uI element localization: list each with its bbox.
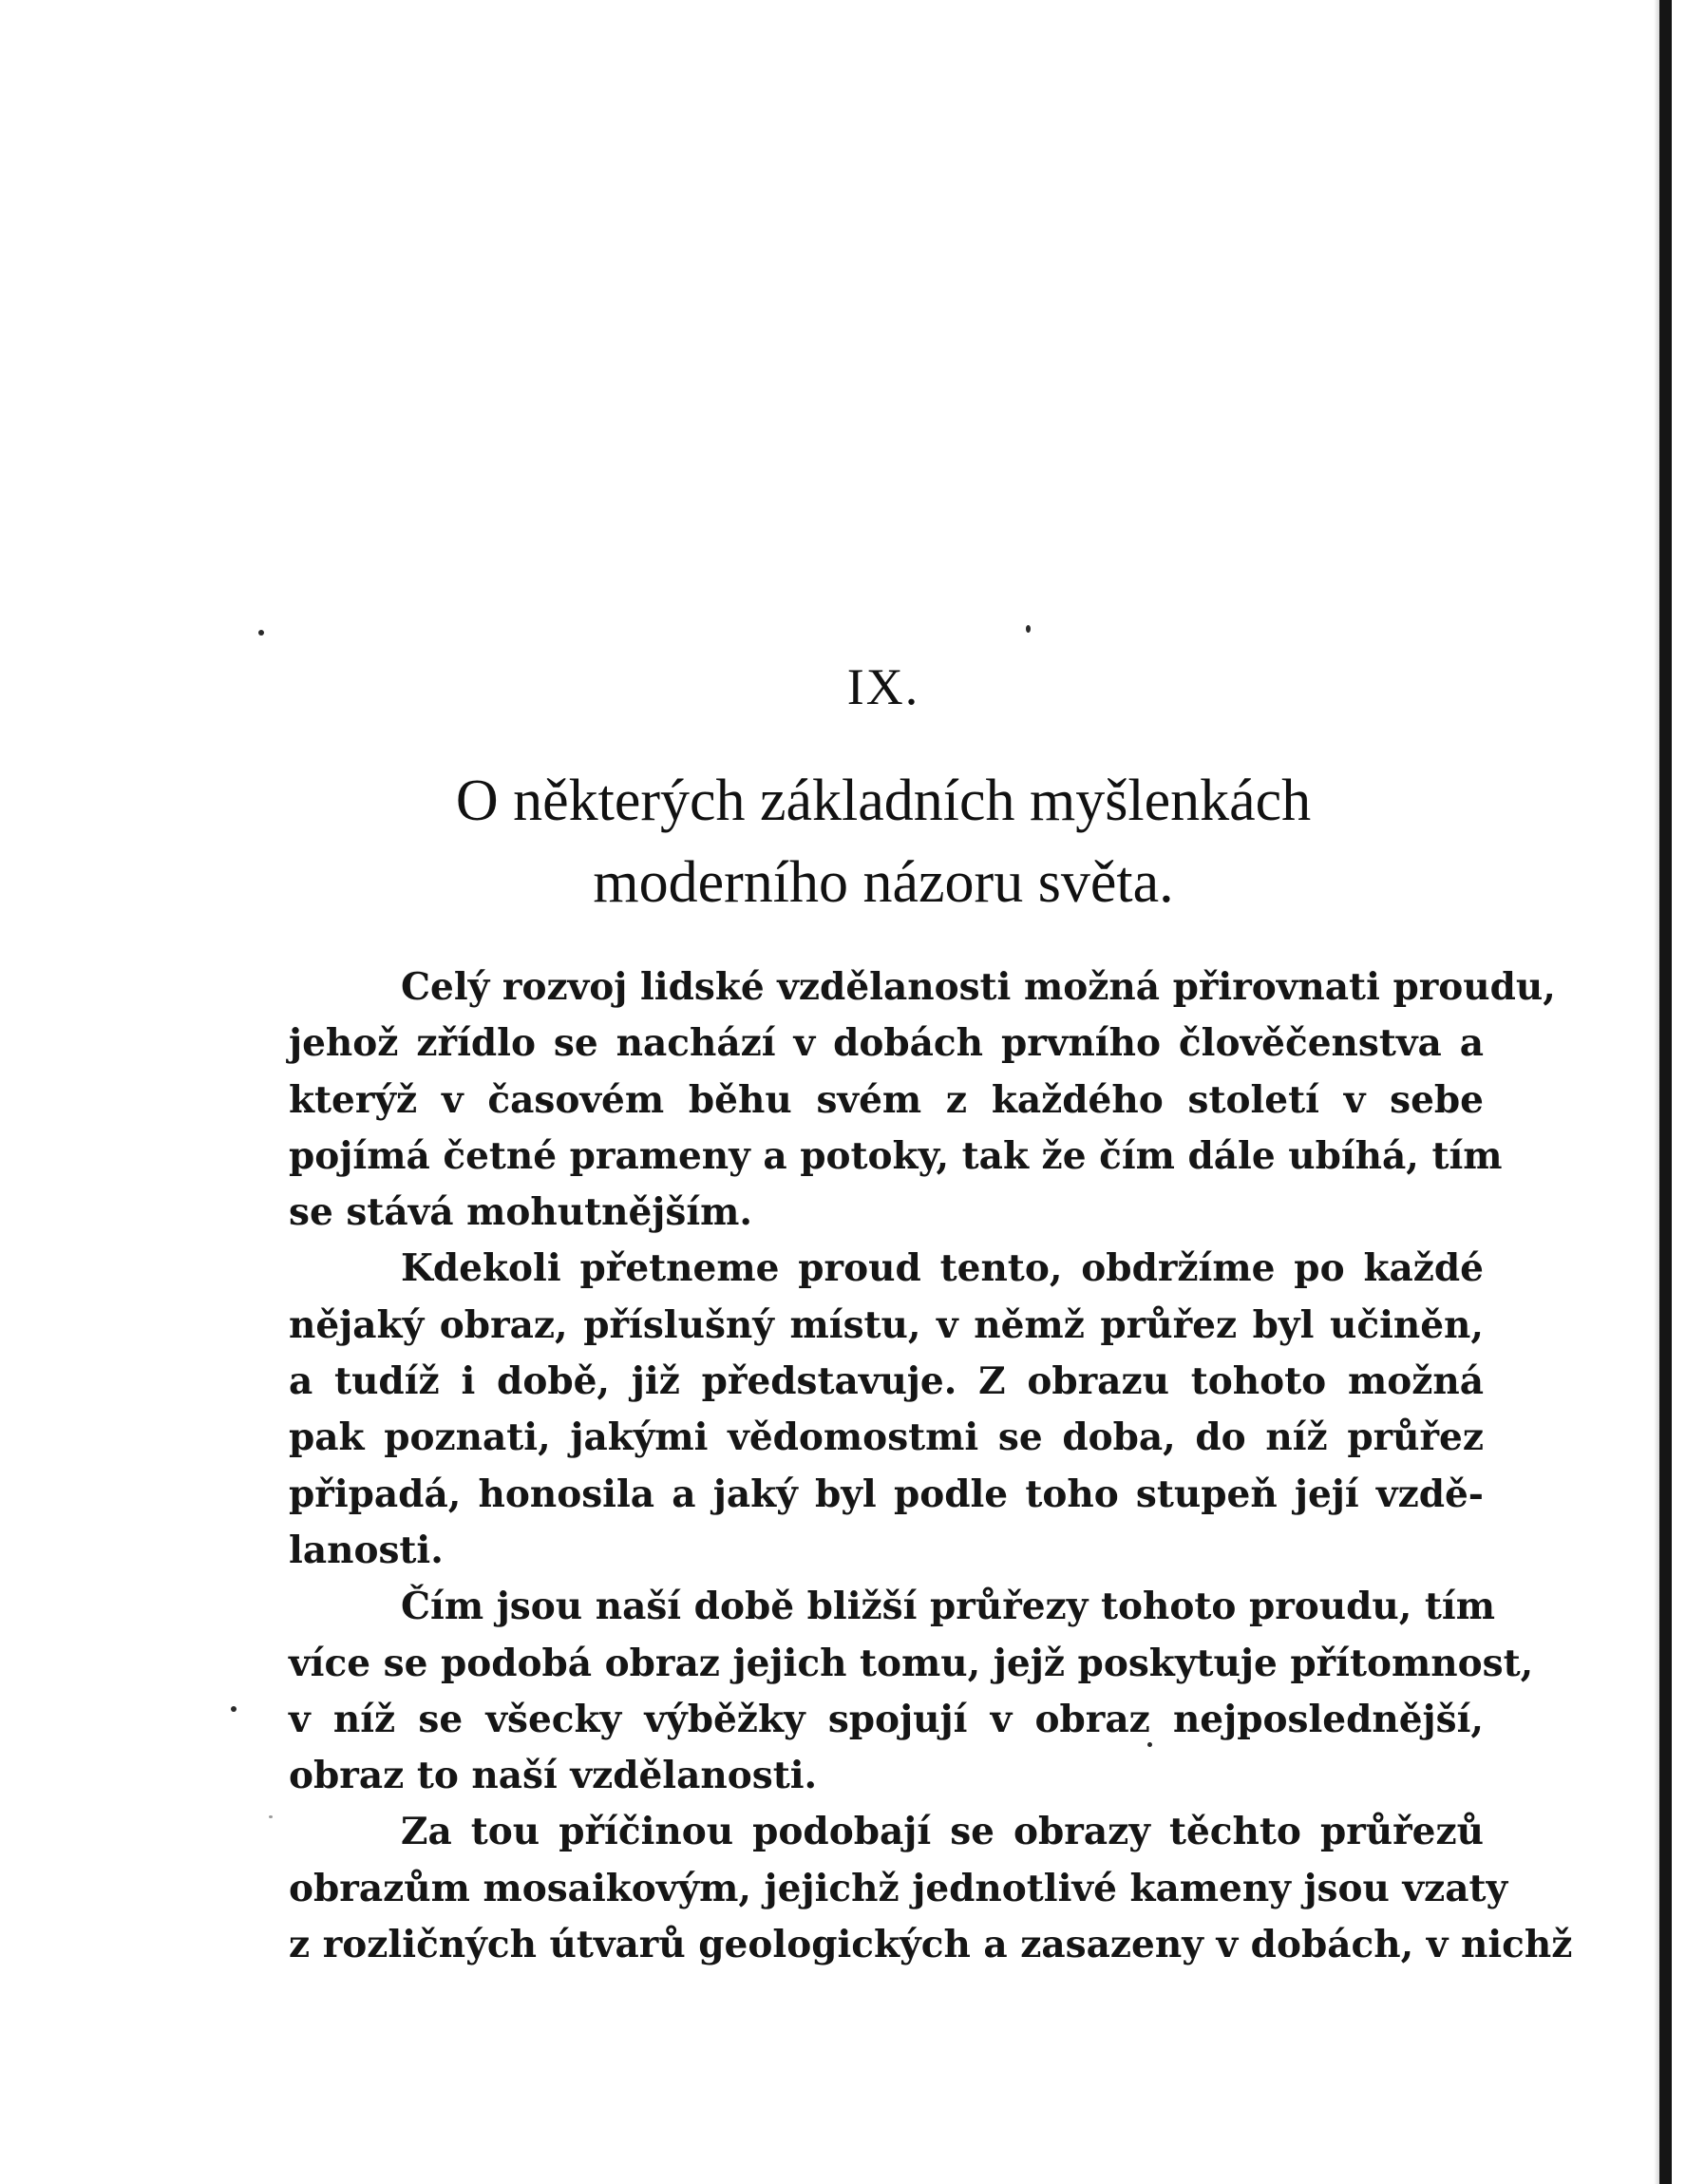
- text-line: pojímá četné prameny a potoky, tak že čím dále ubíhá, tím: [289, 1133, 1503, 1178]
- chapter-title-line: moderního názoru světa.: [593, 850, 1174, 915]
- text-line: jehož zřídlo se nachází v dobách prvního člověčenstva a: [289, 1021, 1484, 1066]
- chapter-title-line: O některých základních myšlenkách: [455, 769, 1312, 833]
- text-line: z rozličných útvarů geologických a zasazeny v dobách, v nichž: [289, 1923, 1573, 1967]
- scan-border: [1659, 0, 1672, 2184]
- text-line: Za tou příčinou podobají se obrazy těchto průřezů: [401, 1810, 1484, 1854]
- text-line: a tudíž i době, již představuje. Z obrazu tohoto možná: [289, 1359, 1484, 1404]
- speck: [269, 1815, 273, 1818]
- text-line: Celý rozvoj lidské vzdělanosti možná přirovnati proudu,: [401, 965, 1556, 1009]
- speck: [231, 1706, 237, 1712]
- chapter-title: [342, 760, 1425, 923]
- body-text: [289, 959, 1573, 1973]
- text-line: obraz to naší vzdělanosti.: [289, 1754, 818, 1798]
- text-line: Kdekoli přetneme proud tento, obdržíme po každé: [401, 1246, 1484, 1291]
- text-line: v níž se všecky výběžky spojují v obraz nejposlednější,: [289, 1697, 1484, 1741]
- text-line: pak poznati, jakými vědomostmi se doba, do níž průřez: [289, 1415, 1484, 1460]
- text-line: nějaký obraz, příslušný místu, v němž průřez byl učiněn,: [289, 1302, 1484, 1347]
- text-line: obrazům mosaikovým, jejichž jednotlivé kameny jsou vzaty: [289, 1866, 1508, 1910]
- speck: [258, 630, 264, 636]
- text-line: Čím jsou naší době bližší průřezy tohoto proudu, tím: [401, 1585, 1496, 1629]
- text-line: se stává mohutnějším.: [289, 1190, 752, 1235]
- text-line: více se podobá obraz jejich tomu, jejž poskytuje přítomnost,: [289, 1641, 1534, 1685]
- chapter-number: IX.: [846, 658, 920, 715]
- speck: [1026, 625, 1031, 633]
- text-line: připadá, honosila a jaký byl podle toho stupeň její vzdě-: [289, 1472, 1484, 1516]
- text-line: kterýž v časovém běhu svém z každého století v sebe: [289, 1077, 1484, 1122]
- text-line: lanosti.: [289, 1528, 444, 1572]
